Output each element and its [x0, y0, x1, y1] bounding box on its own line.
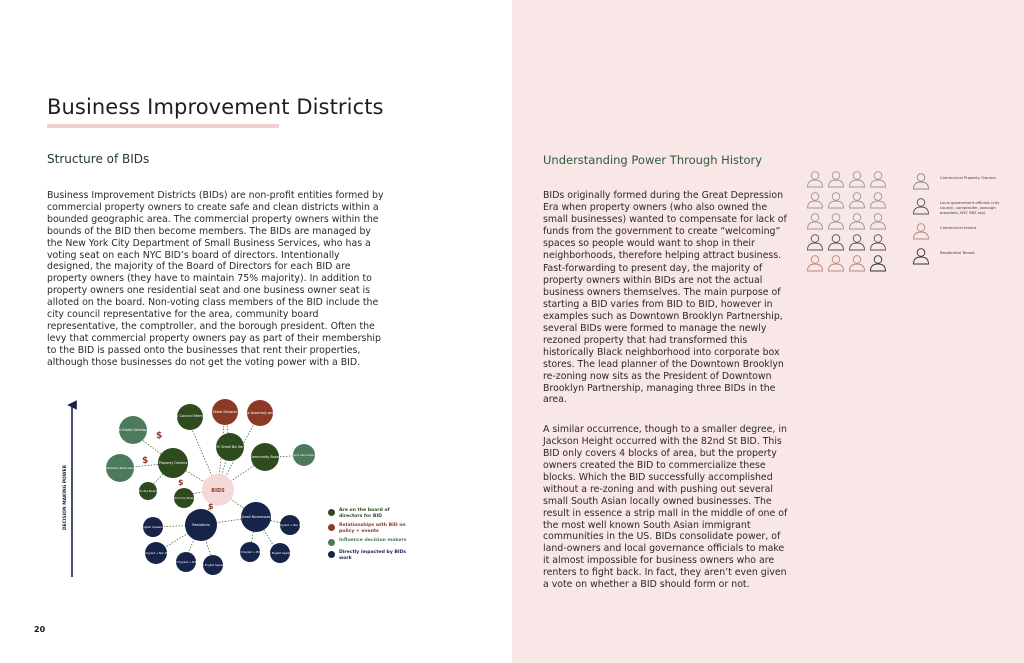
- person-icon: [808, 193, 823, 208]
- legend-item: [328, 523, 408, 534]
- power-axis-label: DECISION MAKING POWER: [63, 464, 68, 530]
- person-icon: [912, 172, 930, 190]
- legend-dot: [328, 524, 335, 531]
- svg-text:Property Owners: Property Owners: [158, 461, 188, 465]
- legend-dot: [328, 539, 335, 546]
- page-title: Business Improvement Districts: [47, 95, 384, 119]
- power-legend-item: [912, 197, 1012, 217]
- power-legend-item: [912, 222, 1012, 242]
- legend-dot: [328, 509, 335, 516]
- power-legend-item: [912, 247, 1012, 267]
- person-icon: [808, 172, 823, 187]
- power-person-grid: [806, 170, 888, 274]
- person-icon: [871, 193, 886, 208]
- person-icon: [912, 197, 930, 215]
- svg-text:Community Board: Community Board: [249, 455, 281, 459]
- person-icon: [850, 256, 865, 271]
- svg-text:City Council Member: City Council Member: [171, 414, 209, 418]
- legend-item: [328, 508, 408, 519]
- legend-label: Directly impacted by BIDs work: [339, 550, 407, 561]
- person-icon: [850, 214, 865, 229]
- person-icon: [871, 256, 886, 271]
- dollar-sign: $: [156, 431, 163, 441]
- svg-text:NYC Small Biz Serv.: NYC Small Biz Serv.: [213, 445, 247, 449]
- person-icon: [829, 256, 844, 271]
- person-icon: [829, 172, 844, 187]
- history-paragraph: A similar occurrence, though to a smaller degree, in Jackson Height occurred with the 82nd St BID. This BID only covers 4 blocks of area, but the property owners created the BID to commercialize these blocks. Which the BID successfully accomplished without a re-zoning and with pushing out several small South Asian locally owned businesses. The result in essence a strip mall in the middle of one of the most well known South Asian immigrant communities in the US. BIDs consolidate power, of land-owners and local governance officials to make it almost impossible for business owners who are renters to fight back. In fact, they aren’t even given a vote on whether a BID should form or not.: [543, 424, 788, 591]
- power-legend-label: Commercial Property Owners: [940, 175, 996, 180]
- person-icon: [850, 193, 865, 208]
- person-icon: [829, 214, 844, 229]
- person-icon: [808, 235, 823, 250]
- person-icon: [912, 247, 930, 265]
- power-legend-item: [912, 172, 1012, 192]
- svg-text:Land Use Comm.: Land Use Comm.: [292, 453, 316, 457]
- dollar-sign: $: [178, 478, 184, 487]
- person-icon: [871, 235, 886, 250]
- legend-label: Relationships with BID on policy + events: [339, 523, 406, 534]
- dollar-sign: $: [142, 456, 149, 466]
- svg-text:Immigrant + POC: Immigrant + POC: [238, 551, 262, 554]
- legend-label: Are on the board of directors for BID: [339, 508, 390, 519]
- power-legend-label: Residential Tenant: [940, 250, 975, 255]
- person-icon: [871, 172, 886, 187]
- svg-text:Immigrant + POC: Immigrant + POC: [174, 561, 198, 564]
- svg-text:Small Businesses: Small Businesses: [241, 515, 271, 519]
- legend-label: Influence decision makers: [339, 538, 407, 544]
- svg-text:Immigrant + Non POC: Immigrant + Non POC: [275, 524, 305, 527]
- person-icon: [829, 193, 844, 208]
- legend-item: [328, 550, 408, 561]
- history-heading: Understanding Power Through History: [543, 153, 763, 167]
- svg-text:State Assembly person: State Assembly person: [240, 411, 280, 415]
- structure-body: Business Improvement Districts (BIDs) are non-profit entities formed by commercial property owners to create safe and clean districts within a bounded geographic area. The commercial property owners within the bounds of the BID then become members. The BIDs are managed by the New York City Department of Small Business Services, who has a voting seat on each NYC BID’s board of directors. Intentionally designed, the majority of the Board of Directors for each BID are property owners (they have to maintain 75% majority). In addition to property owners one residential seat and one business owner seat is alloted on the board. Non-voting class members of the BID include the city council representative for the area, community board representative, the comptroller, and the borough president. Often the levy that commercial property owners pay as part of their membership to the BID is passed onto the businesses that rent their properties, although those businesses do not get the voting power with a BID.: [47, 190, 384, 368]
- svg-text:State Senator: State Senator: [212, 410, 238, 414]
- svg-text:Immigrant + Non POC: Immigrant + Non POC: [141, 552, 171, 555]
- history-paragraph: BIDs originally formed during the Great Depression Era when property owners (who also owned the small businesses) wanted to compensate for lack of funds from the government to create “welcoming” spaces so people would want to shop in their neighborhoods, therefore helping attract business.: [543, 190, 787, 261]
- structure-heading: Structure of BIDs: [47, 152, 150, 166]
- power-legend-label: Local government officials (city council, comptroller, borough president, NYC SBS rep): [940, 200, 1000, 215]
- person-icon: [829, 235, 844, 250]
- svg-text:On the Board: On the Board: [138, 489, 158, 493]
- power-legend-label: Commercial tenant: [940, 225, 977, 230]
- diagram-legend: [328, 508, 408, 566]
- person-icon: [850, 235, 865, 250]
- svg-text:Admin for Board: Admin for Board: [172, 496, 196, 500]
- person-icon: [912, 222, 930, 240]
- title-underline: [47, 124, 279, 128]
- svg-text:Real Estate Developers: Real Estate Developers: [114, 428, 152, 432]
- person-icon: [850, 172, 865, 187]
- page-number: 20: [34, 625, 46, 634]
- svg-text:English Speaking: English Speaking: [141, 525, 165, 529]
- legend-dot: [328, 551, 335, 558]
- dollar-sign: $: [208, 502, 214, 511]
- svg-text:BIDS: BIDS: [211, 488, 225, 494]
- person-icon: [808, 214, 823, 229]
- bid-power-diagram: [58, 395, 323, 585]
- svg-text:Non English Speaking: Non English Speaking: [198, 564, 228, 567]
- history-body: [543, 190, 789, 593]
- legend-item: [328, 538, 408, 546]
- history-paragraph: Fast-forwarding to present day, the majority of property owners within BIDs are not the actual business owners themselves. The main purpose of starting a BID varies from BID to BID, however in examples such as Downtown Brooklyn Partnership, several BIDs were formed to manage the newly rezoned property that had transformed this historically Black neighborhood into corporate box stores. The lead planner of the Downtown Brooklyn re-zoning now sits as the President of Downtown Brooklyn Partnership, managing three BIDs in the area.: [543, 263, 784, 406]
- person-icon: [871, 214, 886, 229]
- svg-text:BIG/Chain Businesses: BIG/Chain Businesses: [103, 466, 137, 470]
- svg-text:Non English Speaking: Non English Speaking: [265, 552, 295, 555]
- power-legend: [912, 172, 1012, 272]
- person-icon: [808, 256, 823, 271]
- svg-text:Residents: Residents: [192, 523, 210, 527]
